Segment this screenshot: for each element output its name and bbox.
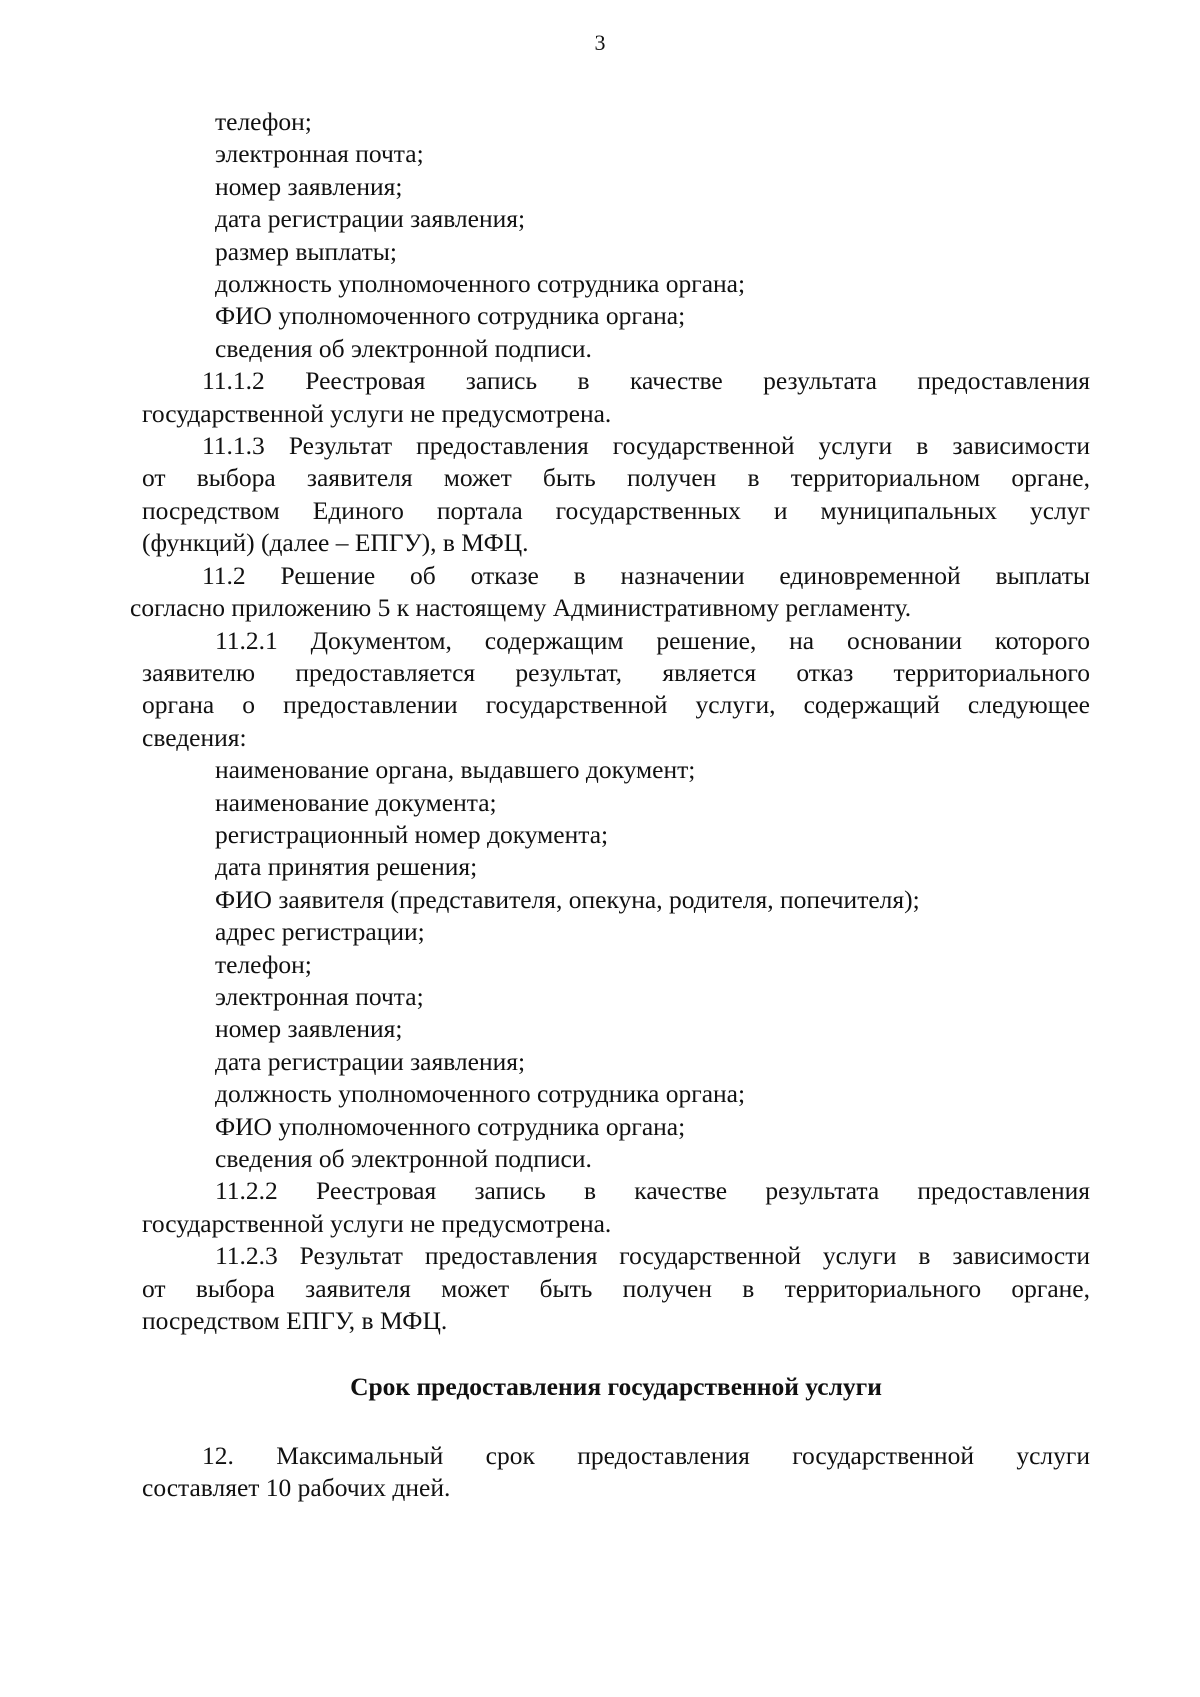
paragraph-line: 11.2.2 Реестровая запись в качестве результата предоставления	[215, 1176, 1090, 1206]
list-item: дата регистрации заявления;	[215, 1046, 526, 1076]
paragraph-line: от выбора заявителя может быть получен в территориального органе,	[142, 1273, 1090, 1303]
list-item: должность уполномоченного сотрудника органа;	[215, 269, 746, 299]
list-item: номер заявления;	[215, 171, 403, 201]
list-item: сведения об электронной подписи.	[215, 1144, 592, 1173]
paragraph-line: составляет 10 рабочих дней.	[142, 1473, 451, 1503]
paragraph-line: 11.2.3 Результат предоставления государственной услуги в зависимости	[215, 1241, 1090, 1271]
paragraph-11-2-2	[142, 1175, 1090, 1240]
list-item: ФИО уполномоченного сотрудника органа;	[215, 301, 686, 331]
paragraph-11-2-3	[142, 1240, 1090, 1337]
paragraph-line: государственной услуги не предусмотрена.	[142, 398, 612, 428]
list-item: электронная почта;	[215, 981, 424, 1011]
list-item: дата принятия решения;	[215, 852, 478, 882]
list-item: электронная почта;	[215, 139, 424, 169]
paragraph-line: заявителю предоставляется результат, является отказ территориального	[142, 657, 1090, 687]
paragraph-line: 12. Максимальный срок предоставления государственной услуги	[202, 1440, 1090, 1470]
paragraph-11-2	[130, 560, 1090, 625]
paragraph-line: согласно приложению 5 к настоящему Административному регламенту.	[130, 593, 912, 623]
document-body	[130, 106, 1090, 1505]
list-item: регистрационный номер документа;	[215, 819, 609, 849]
paragraph-line: (функций) (далее – ЕПГУ), в МФЦ.	[142, 528, 529, 558]
paragraph-11-2-1	[142, 625, 1090, 755]
list-item: должность уполномоченного сотрудника органа;	[215, 1079, 746, 1109]
paragraph-11-1-3	[142, 430, 1090, 560]
list-item: ФИО уполномоченного сотрудника органа;	[215, 1111, 686, 1141]
list-item: размер выплаты;	[215, 236, 397, 266]
page-number: 3	[594, 30, 606, 55]
paragraph-line: органа о предоставлении государственной услуги, содержащий следующее	[142, 690, 1090, 720]
list-item: сведения об электронной подписи.	[215, 333, 592, 363]
paragraph-line: от выбора заявителя может быть получен в территориальном органе,	[142, 463, 1090, 493]
list-item: дата регистрации заявления;	[215, 204, 526, 234]
paragraph-line: сведения:	[142, 722, 247, 752]
paragraph-line: государственной услуги не предусмотрена.	[142, 1208, 612, 1238]
list-item: телефон;	[215, 107, 312, 136]
section-heading: Срок предоставления государственной услуги	[350, 1372, 882, 1402]
list-item: номер заявления;	[215, 1014, 403, 1044]
list-item: телефон;	[215, 949, 312, 979]
list-a	[142, 106, 1090, 365]
paragraph-line: 11.2.1 Документом, содержащим решение, на основании которого	[215, 625, 1090, 655]
paragraph-line: 11.1.2 Реестровая запись в качестве результата предоставления	[202, 366, 1090, 396]
paragraph-line: посредством ЕПГУ, в МФЦ.	[142, 1306, 448, 1336]
paragraph-12	[142, 1440, 1090, 1505]
paragraph-line: посредством Единого портала государственных и муниципальных услуг	[142, 495, 1090, 525]
paragraph-11-1-2	[142, 365, 1090, 430]
list-b	[142, 754, 1090, 1175]
list-item: наименование документа;	[215, 787, 497, 817]
list-item: ФИО заявителя (представителя, опекуна, родителя, попечителя);	[215, 884, 920, 914]
paragraph-line: 11.1.3 Результат предоставления государственной услуги в зависимости	[202, 431, 1090, 461]
list-item: наименование органа, выдавшего документ;	[215, 755, 696, 785]
paragraph-line: 11.2 Решение об отказе в назначении единовременной выплаты	[202, 560, 1090, 590]
list-item: адрес регистрации;	[215, 917, 425, 947]
